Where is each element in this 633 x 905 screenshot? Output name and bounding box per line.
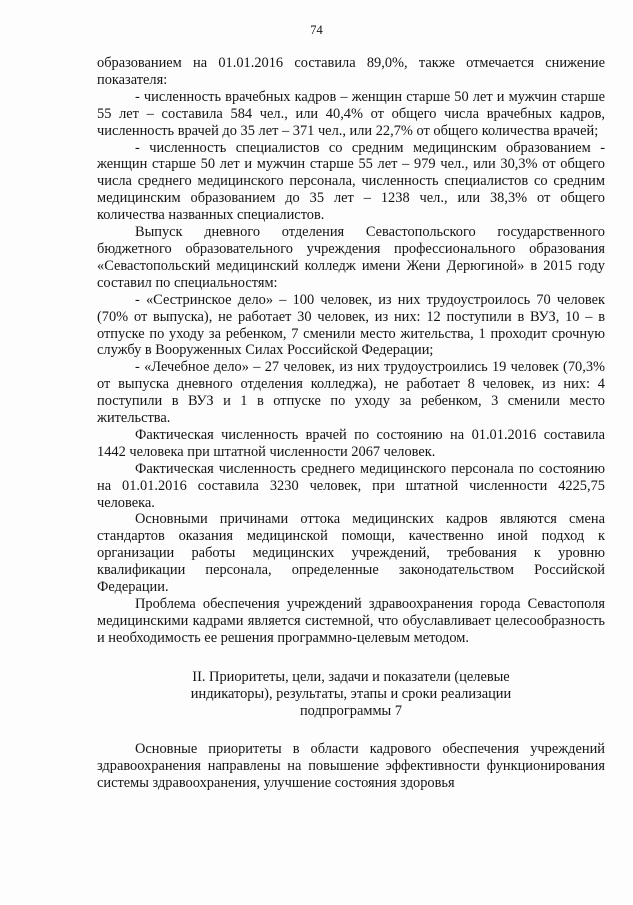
paragraph-college-graduates: Выпуск дневного отделения Севастопольского государственного бюджетного образовательного учреждения профессионального образования «Севастопольский медицинский колледж имени Жени Дерюгиной» в 2015 году составил по специальностям: <box>97 224 605 291</box>
paragraph-staff-count: Фактическая численность среднего медицинского персонала по состоянию на 01.01.2016 составила 3230 человек, при штатной численности 4225,75 человека. <box>97 460 605 511</box>
paragraph-nurses-age: - численность специалистов со средним медицинским образованием - женщин старше 50 лет и мужчин старше 55 лет – 979 чел., или 30,3% от общего числа среднего медицинского персонала, численность специалистов со средним медицинским образованием до 35 лет – 1238 чел., или 38,3% от общего количества названных специалистов. <box>97 139 605 224</box>
paragraph-doctors-age: - численность врачебных кадров – женщин старше 50 лет и мужчин старше 55 лет – составила 584 чел., или 40,4% от общего числа врачебных кадров, численность врачей до 35 лет – 371 чел., или 22,7% от общего количества врачей; <box>97 88 605 139</box>
section-heading <box>171 669 531 720</box>
section-heading-line: индикаторы), результаты, этапы и сроки реализации <box>190 685 512 702</box>
document-body <box>97 55 605 792</box>
paragraph-nursing-specialty: - «Сестринское дело» – 100 человек, из них трудоустроилось 70 человек (70% от выпуска), не работает 30 человек, из них: 12 поступили в ВУЗ, 10 – в отпуске по уходу за ребенком, 7 сменили место жительства, 1 проходит срочную службу в Вооруженных Силах Российской Федерации; <box>97 291 605 359</box>
paragraph-doctors-count: Фактическая численность врачей по состоянию на 01.01.2016 составила 1442 человека при штатной численности 2067 человек. <box>97 426 605 460</box>
section-heading-line: подпрограммы 7 <box>299 702 403 719</box>
paragraph-outflow-reasons: Основными причинами оттока медицинских кадров являются смена стандартов оказания медицинской помощи, качественно иной подход к организации работы медицинских учреждений, требования к уровню квалификации персонала, определенные законодательством Российской Федерации. <box>97 511 605 596</box>
paragraph-problem-statement: Проблема обеспечения учреждений здравоохранения города Севастополя медицинскими кадрами является системной, что обуславливает целесообразность и необходимость ее решения программно-целевым методом. <box>97 596 605 646</box>
paragraph-priorities: Основные приоритеты в области кадрового обеспечения учреждений здравоохранения направлены на повышение эффективности функционирования системы здравоохранения, улучшение состояния здоровья <box>97 741 605 792</box>
section-heading-line: II. Приоритеты, цели, задачи и показатели (целевые <box>192 668 510 685</box>
paragraph-continuation: образованием на 01.01.2016 составила 89,0%, также отмечается снижение показателя: <box>97 55 605 88</box>
page-number: 74 <box>310 23 323 37</box>
paragraph-medical-specialty: - «Лечебное дело» – 27 человек, из них трудоустроились 19 человек (70,3% от выпуска дневного отделения колледжа), не работает 8 человек, из них: 4 поступили в ВУЗ и 1 в отпуске по уходу за ребенком, 3 сменили место жительства. <box>97 359 605 427</box>
